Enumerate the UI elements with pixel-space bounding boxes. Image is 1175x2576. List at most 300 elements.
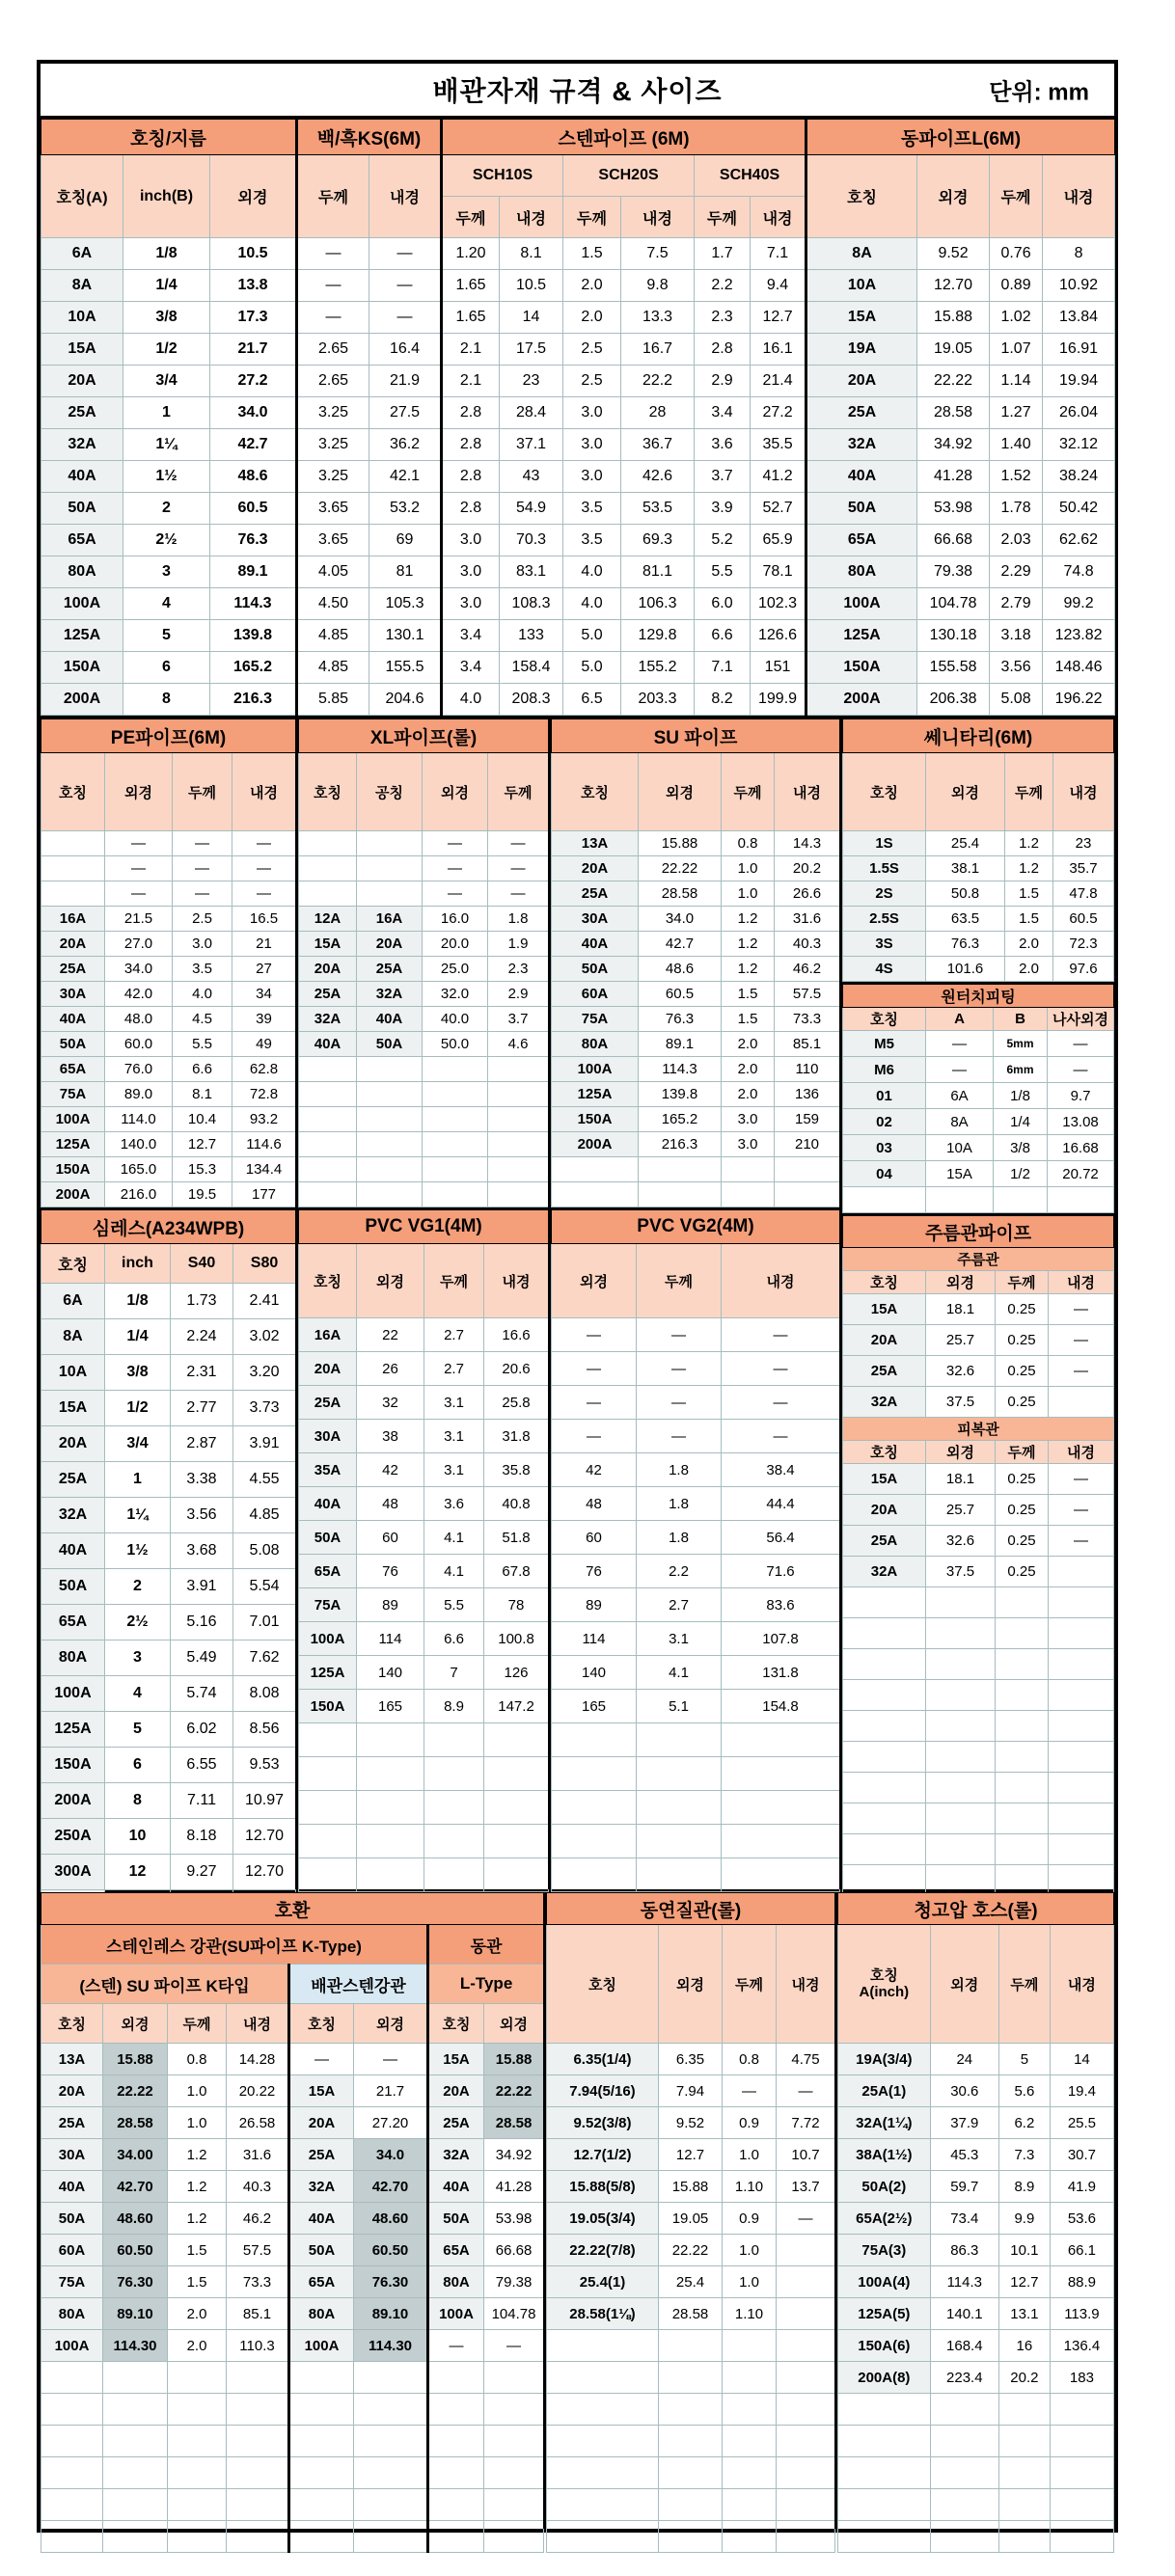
cell: 1¼: [105, 1498, 171, 1533]
cell: 100A: [41, 1676, 105, 1712]
cell: 100A: [299, 1622, 357, 1656]
cell: 62.62: [1043, 525, 1115, 556]
cell: [1049, 1865, 1114, 1896]
table-row: [843, 1773, 1114, 1803]
cell: 40.0: [423, 1007, 488, 1032]
cell: [357, 881, 423, 907]
table-row: [547, 2107, 835, 2139]
col-thk: 두께: [168, 2004, 227, 2044]
cell: 60.0: [105, 1032, 173, 1057]
cell: [357, 1757, 424, 1791]
col-id: 내경: [1053, 753, 1114, 831]
col-id: 내경: [722, 1244, 840, 1318]
col-name: 호칭: [843, 1271, 926, 1294]
table-row: [552, 1555, 840, 1588]
cell: —: [552, 1318, 637, 1352]
cell: [1050, 2489, 1113, 2521]
table-row: [843, 1557, 1114, 1587]
cell: 20A: [299, 1352, 357, 1386]
table-row: [299, 856, 549, 881]
cell: 40A: [41, 461, 123, 493]
cell: 3.65: [297, 493, 369, 525]
table-row: [552, 1107, 840, 1132]
col-od: 외경: [484, 2004, 544, 2044]
section-ks: 백/흑KS(6M): [297, 120, 442, 155]
col-thk: 두께: [996, 1271, 1049, 1294]
table-row: [838, 2330, 1114, 2362]
cell: 6A: [41, 1284, 105, 1319]
table-row: [299, 1757, 549, 1791]
table-row: [299, 1057, 549, 1082]
cell: [547, 2521, 659, 2553]
cell: 0.76: [990, 238, 1043, 270]
cell: 129.8: [621, 620, 695, 652]
col-id: 내경: [232, 753, 296, 831]
cell: 34.0: [639, 907, 722, 932]
cell: 250A: [41, 1819, 105, 1855]
section-pvc2: PVC VG2(4M): [552, 1209, 840, 1244]
cell: 14.3: [775, 831, 840, 856]
cell: 110.3: [227, 2330, 289, 2362]
cell: 57.5: [775, 982, 840, 1007]
cell: 80A: [41, 556, 123, 588]
cell: 25A: [41, 2107, 103, 2139]
cell: [1049, 1387, 1114, 1418]
cell: 16A: [357, 907, 423, 932]
cell: [659, 2426, 723, 2457]
cell: 8: [1043, 238, 1115, 270]
cell: 20A: [41, 366, 123, 397]
col-id: 내경: [227, 2004, 289, 2044]
table-row: [838, 2203, 1114, 2235]
cell: [777, 2457, 835, 2489]
cell: [1050, 2457, 1113, 2489]
cell: 3.7: [695, 461, 751, 493]
table-row: [547, 2298, 835, 2330]
cell: 7.94(5/16): [547, 2075, 659, 2107]
cell: 35.8: [484, 1453, 549, 1487]
unit-label: 단위: mm: [989, 79, 1089, 106]
table-row: [838, 2298, 1114, 2330]
table-row: [552, 1622, 840, 1656]
cell: 2: [123, 493, 210, 525]
cell: 32.6: [926, 1356, 996, 1387]
cell: 7.72: [777, 2107, 835, 2139]
cell: 6mm: [994, 1057, 1048, 1083]
table-row: [299, 1032, 549, 1057]
sanitary-body: [843, 831, 1114, 982]
cell: 25A: [41, 397, 123, 429]
cell: 3.91: [233, 1426, 296, 1462]
cell: 3.56: [990, 652, 1043, 684]
cell: [547, 2457, 659, 2489]
table-row: [843, 1649, 1114, 1680]
cell: 42: [552, 1453, 637, 1487]
table-row: [552, 1007, 840, 1032]
cell: 5.16: [171, 1605, 233, 1641]
cell: 40.8: [484, 1487, 549, 1521]
cell: 66.1: [1050, 2235, 1113, 2266]
cell: 6.2: [998, 2107, 1050, 2139]
cell: [996, 1587, 1049, 1618]
col-name: 호칭: [843, 753, 926, 831]
cell: 0.25: [996, 1294, 1049, 1325]
cell: 97.6: [1053, 957, 1114, 982]
cell: [488, 1057, 549, 1082]
table-row: [41, 2044, 544, 2075]
cell: 15.3: [173, 1157, 232, 1182]
cell: 101.6: [926, 957, 1005, 982]
cell: 45.3: [930, 2139, 998, 2171]
cell: 74.8: [1043, 556, 1115, 588]
cell: 1.2: [1005, 831, 1053, 856]
table-row: [41, 1426, 296, 1462]
cell: —: [488, 856, 549, 881]
cell: 183: [1050, 2362, 1113, 2394]
cell: [484, 2394, 544, 2426]
table-row: [41, 1748, 296, 1783]
cell: [547, 2330, 659, 2362]
cell: 1.5: [722, 1007, 775, 1032]
cell: [103, 2489, 168, 2521]
cell: 35A: [299, 1453, 357, 1487]
cell: 102.3: [751, 588, 806, 620]
cell: 3.4: [695, 397, 751, 429]
table-row: [41, 2426, 544, 2457]
cell: 1.9: [488, 932, 549, 957]
cell: 200A: [806, 684, 917, 716]
cell: [1050, 2521, 1113, 2553]
cell: 3/8: [994, 1135, 1048, 1161]
table-row: [41, 1676, 296, 1712]
cell: [289, 2457, 354, 2489]
cell: 3.91: [171, 1569, 233, 1605]
cell: 16.68: [1048, 1135, 1114, 1161]
table-row: [843, 1526, 1114, 1557]
cell: [423, 1107, 488, 1132]
cell: 48.0: [105, 1007, 173, 1032]
cell: 18.1: [926, 1464, 996, 1495]
cell: 1.52: [990, 461, 1043, 493]
cell: [289, 2362, 354, 2394]
cell: 22: [357, 1318, 424, 1352]
cell: 10.92: [1043, 270, 1115, 302]
col-cu-name: 호칭: [806, 155, 917, 238]
table-row: [41, 2235, 544, 2266]
cell: 9.27: [171, 1855, 233, 1890]
cell: [659, 2362, 723, 2394]
section-naming: 호칭/지름: [41, 120, 297, 155]
table-row: [41, 429, 1115, 461]
cell: 22.2: [621, 366, 695, 397]
cell: 80A: [806, 556, 917, 588]
cell: 15.88: [103, 2044, 168, 2075]
cell: 13.1: [998, 2298, 1050, 2330]
cell: 1.5: [168, 2266, 227, 2298]
table-row: [41, 2266, 544, 2298]
cell: [41, 2394, 103, 2426]
cell: 168.4: [930, 2330, 998, 2362]
section-xl: XL파이프(롤): [299, 719, 549, 753]
table-row: [843, 881, 1114, 907]
cell: 89.1: [210, 556, 297, 588]
cell: 31.6: [227, 2139, 289, 2171]
cell: 34: [232, 982, 296, 1007]
cell: 8.18: [171, 1819, 233, 1855]
cell: 216.3: [210, 684, 297, 716]
cell: [354, 2521, 428, 2553]
cell: [552, 1825, 637, 1858]
table-row: [552, 1182, 840, 1207]
seamless-body: [41, 1284, 296, 1926]
main-pipe-table: [41, 119, 1115, 716]
cell: [357, 1082, 423, 1107]
cell: [775, 1182, 840, 1207]
cell: [41, 2457, 103, 2489]
cell: —: [1048, 1057, 1114, 1083]
cell: 107.8: [722, 1622, 840, 1656]
cell: 8.2: [695, 684, 751, 716]
cell: 15.88(5/8): [547, 2171, 659, 2203]
cell: 3S: [843, 932, 926, 957]
cell: M5: [843, 1031, 926, 1057]
cell: 2.5: [563, 366, 621, 397]
cell: 50A: [552, 957, 639, 982]
cell: 1.0: [723, 2266, 777, 2298]
cell: 8.9: [998, 2171, 1050, 2203]
su-pipe-table: [551, 719, 840, 1207]
cell: 23: [500, 366, 563, 397]
cell: [168, 2521, 227, 2553]
cell: [357, 1791, 424, 1825]
cell: 27.2: [210, 366, 297, 397]
cell: 0.89: [990, 270, 1043, 302]
cell: 32A: [357, 982, 423, 1007]
cell: 28.58: [103, 2107, 168, 2139]
cell: 38.4: [722, 1453, 840, 1487]
cell: 8.9: [424, 1690, 484, 1723]
table-row: [41, 366, 1115, 397]
cell: 155.5: [369, 652, 442, 684]
col-name: 호칭: [289, 2004, 354, 2044]
col-name: 호칭: [547, 1925, 659, 2044]
table-row: [299, 1132, 549, 1157]
cell: [354, 2394, 428, 2426]
table-row: [41, 2107, 544, 2139]
cell: 24: [930, 2044, 998, 2075]
cell: 16.7: [621, 334, 695, 366]
cell: 25A: [41, 1462, 105, 1498]
cell: [423, 1182, 488, 1207]
table-row: [552, 1791, 840, 1825]
cell: 1/4: [105, 1319, 171, 1355]
cell: 200A: [41, 684, 123, 716]
cell: 41.9: [1050, 2171, 1113, 2203]
cell: 5.5: [424, 1588, 484, 1622]
cell: 114.6: [232, 1132, 296, 1157]
cell: 99.2: [1043, 588, 1115, 620]
cell: 1.20: [442, 238, 500, 270]
col-thk: 두께: [488, 753, 549, 831]
stack-pe-seamless: [41, 719, 295, 1889]
cell: 2.8: [695, 334, 751, 366]
cell: 148.46: [1043, 652, 1115, 684]
cell: 1.5: [1005, 881, 1053, 907]
cell: [722, 1723, 840, 1757]
cell: 16.5: [232, 907, 296, 932]
cell: [926, 1742, 996, 1773]
cell: 1.2: [722, 932, 775, 957]
col-name: 호칭: [41, 2004, 103, 2044]
cell: 35.7: [1053, 856, 1114, 881]
cell: 32A(1¼): [838, 2107, 931, 2139]
cell: [996, 1773, 1049, 1803]
table-row: [838, 2235, 1114, 2266]
cell: 104.78: [917, 588, 990, 620]
cell: [424, 1723, 484, 1757]
table-row: [843, 1495, 1114, 1526]
cell: 20A: [41, 1426, 105, 1462]
table-row: [41, 2139, 544, 2171]
table-row: [41, 2075, 544, 2107]
cell: 28: [621, 397, 695, 429]
cell: [926, 1680, 996, 1711]
cell: 2.65: [297, 334, 369, 366]
table-row: [41, 620, 1115, 652]
table-row: [843, 1742, 1114, 1773]
cell: [926, 1187, 994, 1213]
cell: 150A: [806, 652, 917, 684]
cell: 14: [1050, 2044, 1113, 2075]
table-row: [41, 1132, 296, 1157]
table-row: [41, 2521, 544, 2553]
cell: 40A: [41, 1533, 105, 1569]
cell: [354, 2457, 428, 2489]
cell: 6.35(1/4): [547, 2044, 659, 2075]
cell: 53.6: [1050, 2203, 1113, 2235]
cell: 12.70: [233, 1819, 296, 1855]
corrugated-pipe-table: [842, 1213, 1114, 1958]
cell: [354, 2489, 428, 2521]
cell: 1/8: [994, 1083, 1048, 1109]
cell: 80A: [289, 2298, 354, 2330]
cell: 2.41: [233, 1284, 296, 1319]
cell: 5.08: [990, 684, 1043, 716]
table-row: [41, 556, 1115, 588]
col-cu-od: 외경: [917, 155, 990, 238]
cell: 200A: [41, 1182, 105, 1207]
cell: [357, 1057, 423, 1082]
cell: 139.8: [639, 1082, 722, 1107]
cell: 0.25: [996, 1557, 1049, 1587]
cell: 80A: [41, 2298, 103, 2330]
cell: 147.2: [484, 1690, 549, 1723]
cell: 3.0: [563, 461, 621, 493]
cell: 40A: [357, 1007, 423, 1032]
col-thk: 두께: [998, 1925, 1050, 2044]
cell: 2.0: [722, 1032, 775, 1057]
soft-copper-body: [547, 2044, 835, 2553]
cell: 1.0: [722, 856, 775, 881]
cell: [168, 2362, 227, 2394]
cell: —: [369, 302, 442, 334]
cell: 38.1: [926, 856, 1005, 881]
cell: —: [1049, 1526, 1114, 1557]
cell: M6: [843, 1057, 926, 1083]
table-row: [299, 1690, 549, 1723]
col-thk: 두께: [1005, 753, 1053, 831]
cell: 32.0: [423, 982, 488, 1007]
cell: [428, 2521, 484, 2553]
table-row: [41, 2203, 544, 2235]
table-row: [843, 1865, 1114, 1896]
cell: 130.1: [369, 620, 442, 652]
cell: [423, 1132, 488, 1157]
table-row: [843, 1135, 1114, 1161]
cell: 27.0: [105, 932, 173, 957]
table-row: [843, 1387, 1114, 1418]
cell: [424, 1825, 484, 1858]
cell: 32A: [843, 1557, 926, 1587]
cell: 10.7: [777, 2139, 835, 2171]
cell: 20A: [41, 2075, 103, 2107]
cell: 75A(3): [838, 2235, 931, 2266]
cell: 10: [105, 1819, 171, 1855]
table-row: [552, 831, 840, 856]
cell: 76: [357, 1555, 424, 1588]
cell: 12.70: [917, 270, 990, 302]
cell: 19A: [806, 334, 917, 366]
cell: 04: [843, 1161, 926, 1187]
stack-xl-pvc1: [295, 719, 548, 1889]
cell: 150A: [299, 1690, 357, 1723]
cell: [357, 1182, 423, 1207]
cell: 158.4: [500, 652, 563, 684]
table-row: [41, 238, 1115, 270]
cell: 1.8: [488, 907, 549, 932]
cell: 38: [357, 1420, 424, 1453]
sub-sten-steel: 배관스텐강관: [289, 1965, 428, 2004]
cell: 2.7: [637, 1588, 722, 1622]
table-row: [552, 1453, 840, 1487]
cell: 6.02: [171, 1712, 233, 1748]
cell: 125A: [41, 1132, 105, 1157]
cell: 300A: [41, 1855, 105, 1890]
cell: 42.0: [105, 982, 173, 1007]
cell: 5.74: [171, 1676, 233, 1712]
cell: 1.8: [637, 1521, 722, 1555]
cell: 25A: [552, 881, 639, 907]
col-name: 호칭: [552, 753, 639, 831]
cell: 125A: [299, 1656, 357, 1690]
cell: 12.7: [998, 2266, 1050, 2298]
cell: 4.50: [297, 588, 369, 620]
cell: 13.84: [1043, 302, 1115, 334]
col-thk: 두께: [173, 753, 232, 831]
table-row: [41, 461, 1115, 493]
table-row: [41, 1605, 296, 1641]
cell: 3.9: [695, 493, 751, 525]
cell: 7.94: [659, 2075, 723, 2107]
cell: 65A: [299, 1555, 357, 1588]
pvc1-body: [299, 1318, 549, 1926]
cell: 3.68: [171, 1533, 233, 1569]
cell: 125A: [41, 1712, 105, 1748]
cell: [299, 831, 357, 856]
cell: 20.6: [484, 1352, 549, 1386]
cell: [1049, 1587, 1114, 1618]
cell: 1: [123, 397, 210, 429]
